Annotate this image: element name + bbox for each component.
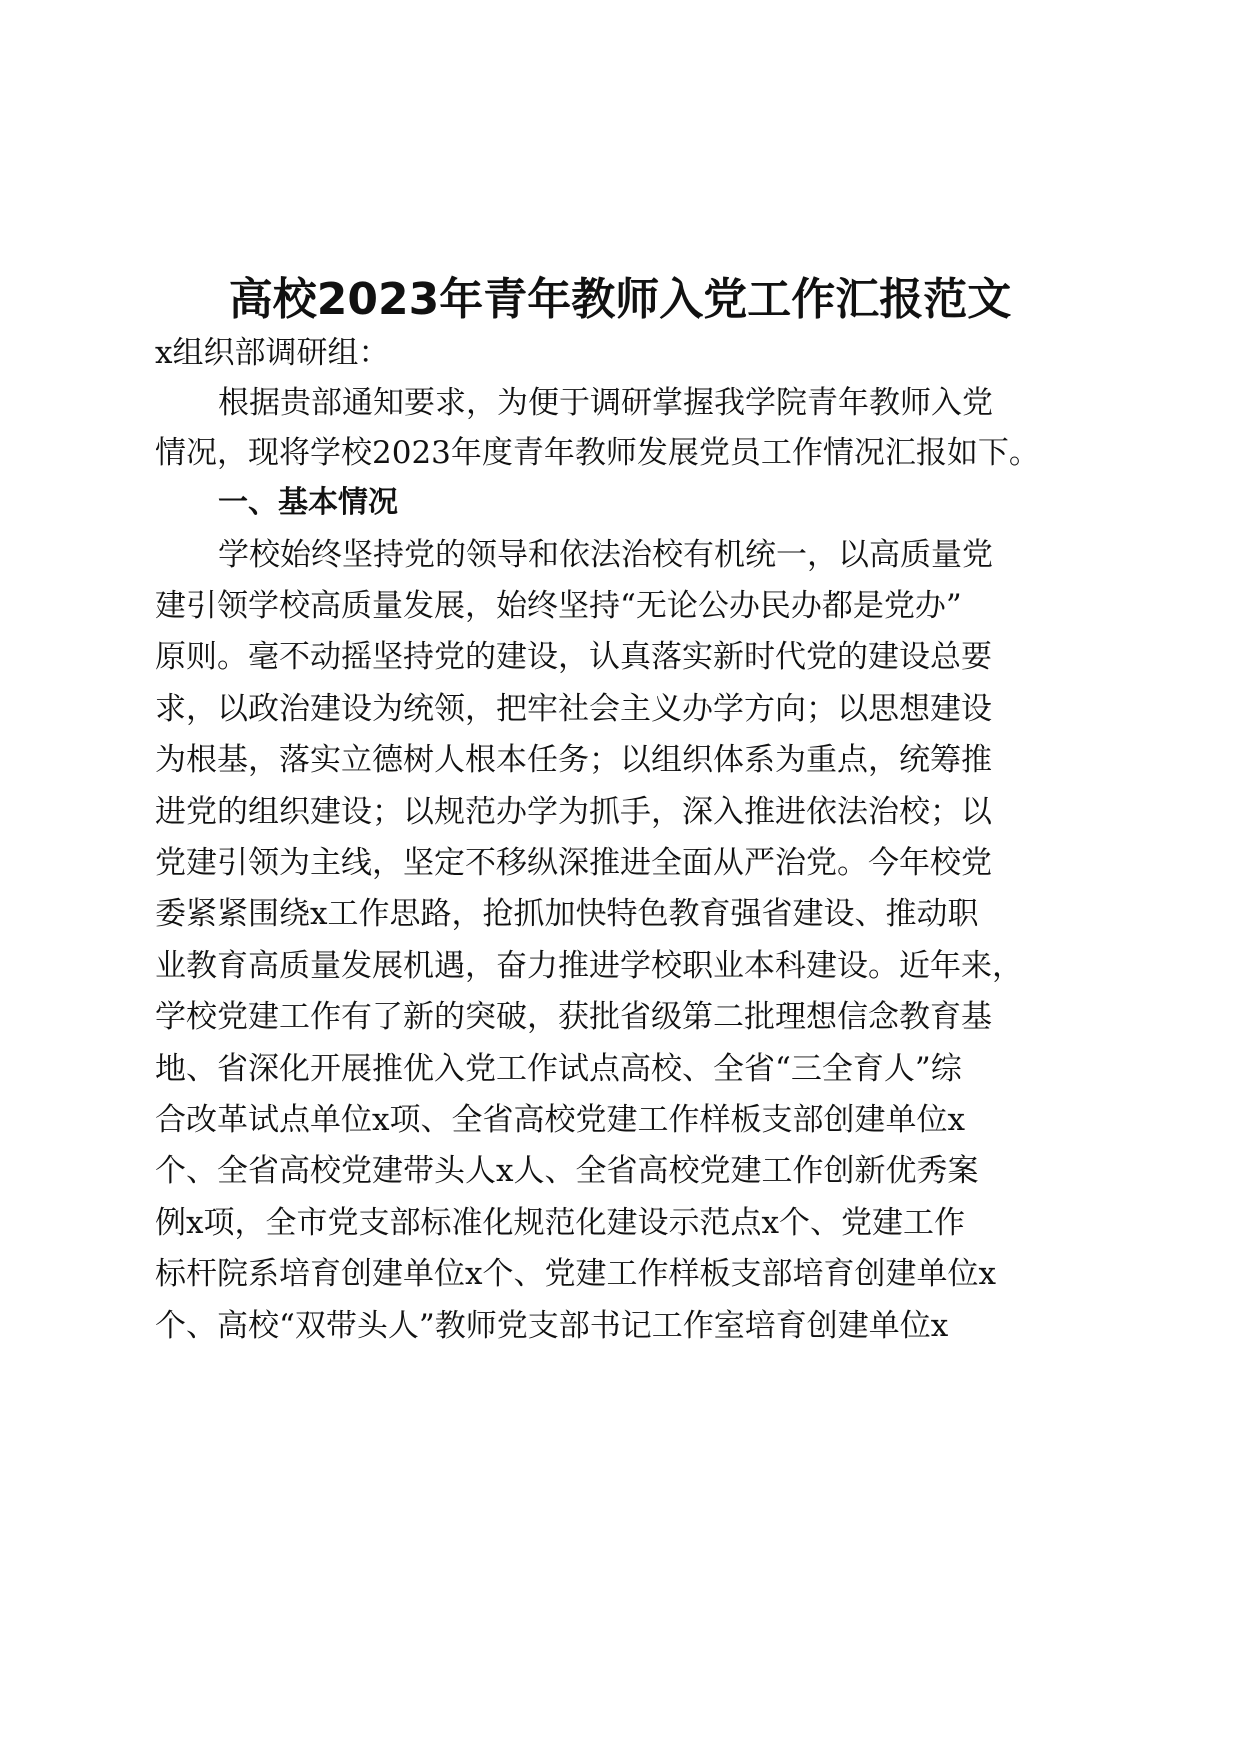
section-heading: 一、基本情况	[218, 485, 398, 520]
body-line: 为根基，落实立德树人根本任务；以组织体系为重点，统筹推	[155, 742, 992, 778]
body-line: 党建引领为主线，坚定不移纵深推进全面从严治党。今年校党	[155, 845, 992, 881]
intro-line: 根据贵部通知要求，为便于调研掌握我学院青年教师入党	[218, 385, 993, 421]
body-line: 原则。毫不动摇坚持党的建设，认真落实新时代党的建设总要	[155, 639, 992, 675]
body-line: 个、高校“双带头人”教师党支部书记工作室培育创建单位x	[155, 1308, 949, 1344]
body-line: 合改革试点单位x项、全省高校党建工作样板支部创建单位x	[155, 1102, 965, 1138]
body-line: 标杆院系培育创建单位x个、党建工作样板支部培育创建单位x	[155, 1256, 996, 1292]
body-line: 例x项，全市党支部标准化规范化建设示范点x个、党建工作	[155, 1205, 965, 1241]
body-line: 建引领学校高质量发展，始终坚持“无论公办民办都是党办”	[155, 588, 962, 624]
body-line: 求，以政治建设为统领，把牢社会主义办学方向；以思想建设	[155, 691, 992, 727]
intro-line: 情况，现将学校2023年度青年教师发展党员工作情况汇报如下。	[155, 435, 1040, 471]
body-line: 业教育高质量发展机遇，奋力推进学校职业本科建设。近年来，	[155, 948, 1023, 984]
body-line: 进党的组织建设；以规范办学为抓手，深入推进依法治校；以	[155, 794, 992, 830]
body-line: 个、全省高校党建带头人x人、全省高校党建工作创新优秀案	[155, 1153, 979, 1189]
body-line: 学校始终坚持党的领导和依法治校有机统一，以高质量党	[218, 537, 993, 573]
document-title: 高校2023年青年教师入党工作汇报范文	[228, 274, 1012, 325]
body-line: 委紧紧围绕x工作思路，抢抓加快特色教育强省建设、推动职	[155, 896, 979, 932]
body-line: 学校党建工作有了新的突破，获批省级第二批理想信念教育基	[155, 999, 992, 1035]
body-line: 地、省深化开展推优入党工作试点高校、全省“三全育人”综	[155, 1051, 962, 1087]
salutation: x组织部调研组：	[155, 335, 390, 371]
